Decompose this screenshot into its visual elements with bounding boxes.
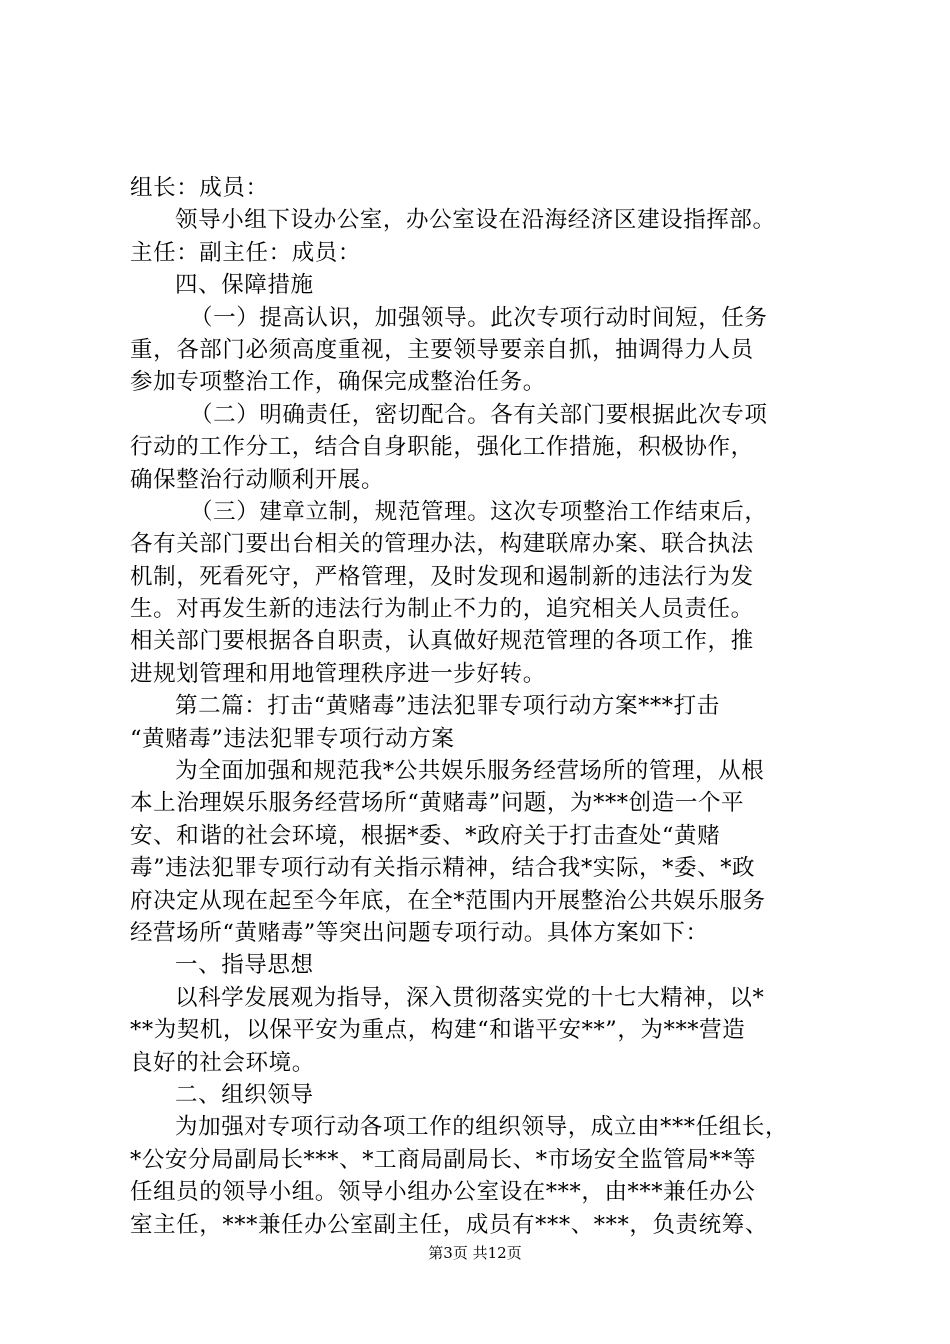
- text-line: 各有关部门要出台相关的管理办法，构建联席办案、联合执法: [130, 531, 754, 558]
- text-line: 参加专项整治工作，确保完成整治任务。: [130, 369, 546, 396]
- text-line: 组长：成员：: [130, 175, 269, 201]
- text-line: 室主任，***兼任办公室副主任，成员有***、***，负责统筹、: [130, 1211, 768, 1238]
- text-line: 生。对再发生新的违法行为制止不力的，追究相关人员责任。: [130, 596, 754, 623]
- text-line: 本上治理娱乐服务经营场所“黄赌毒”问题，为***创造一个平: [130, 790, 745, 817]
- text-line: 相关部门要根据各自职责，认真做好规范管理的各项工作，推: [130, 628, 754, 655]
- text-line: （三）建章立制，规范管理。这次专项整治工作结束后，: [190, 498, 768, 525]
- text-line: 重，各部门必须高度重视，主要领导要亲自抓，抽调得力人员: [130, 336, 754, 363]
- text-line: *公安分局副局长***、*工商局副局长、*市场安全监管局**等: [130, 1146, 757, 1173]
- text-line: 为加强对专项行动各项工作的组织领导，成立由***任组长，: [175, 1114, 789, 1141]
- text-line: 毒”违法犯罪专项行动有关指示精神，结合我*实际，*委、*政: [130, 855, 756, 882]
- text-line: 良好的社会环境。: [130, 1049, 315, 1076]
- document-body: [130, 172, 830, 1241]
- chapter-title: “黄赌毒”违法犯罪专项行动方案: [130, 725, 455, 752]
- text-line: 任组员的领导小组。领导小组办公室设在***，由***兼任办公: [130, 1179, 756, 1206]
- page-number: 第3页 共12页: [428, 1244, 522, 1262]
- section-heading: 二、组织领导: [175, 1081, 314, 1108]
- section-heading: 一、指导思想: [175, 952, 314, 979]
- text-line: 以科学发展观为指导，深入贯彻落实党的十七大精神，以*: [175, 984, 765, 1011]
- chapter-title: 第二篇：打击“黄赌毒”违法犯罪专项行动方案***打击: [175, 693, 720, 720]
- text-line: 确保整治行动顺利开展。: [130, 466, 385, 493]
- text-line: 行动的工作分工，结合自身职能，强化工作措施，积极协作，: [130, 434, 754, 461]
- text-line: 领导小组下设办公室，办公室设在沿海经济区建设指挥部。: [175, 207, 776, 234]
- text-line: 安、和谐的社会环境，根据*委、*政府关于打击查处“黄赌: [130, 822, 721, 849]
- text-line: 机制，死看死守，严格管理，及时发现和遏制新的违法行为发: [130, 563, 754, 590]
- section-heading: 四、保障措施: [175, 272, 314, 299]
- text-line: 进规划管理和用地管理秩序进一步好转。: [130, 660, 546, 687]
- text-line: 经营场所“黄赌毒”等突出问题专项行动。具体方案如下：: [130, 919, 709, 946]
- text-line: （二）明确责任，密切配合。各有关部门要根据此次专项: [190, 401, 768, 428]
- text-line: 府决定从现在起至今年底，在全*范围内开展整治公共娱乐服务: [130, 887, 766, 914]
- text-line: 主任：副主任：成员：: [130, 239, 362, 266]
- text-line: **为契机，以保平安为重点，构建“和谐平安**”，为***营造: [130, 1017, 746, 1044]
- text-line: （一）提高认识，加强领导。此次专项行动时间短，任务: [190, 304, 768, 331]
- text-line: 为全面加强和规范我*公共娱乐服务经营场所的管理，从根: [175, 758, 765, 785]
